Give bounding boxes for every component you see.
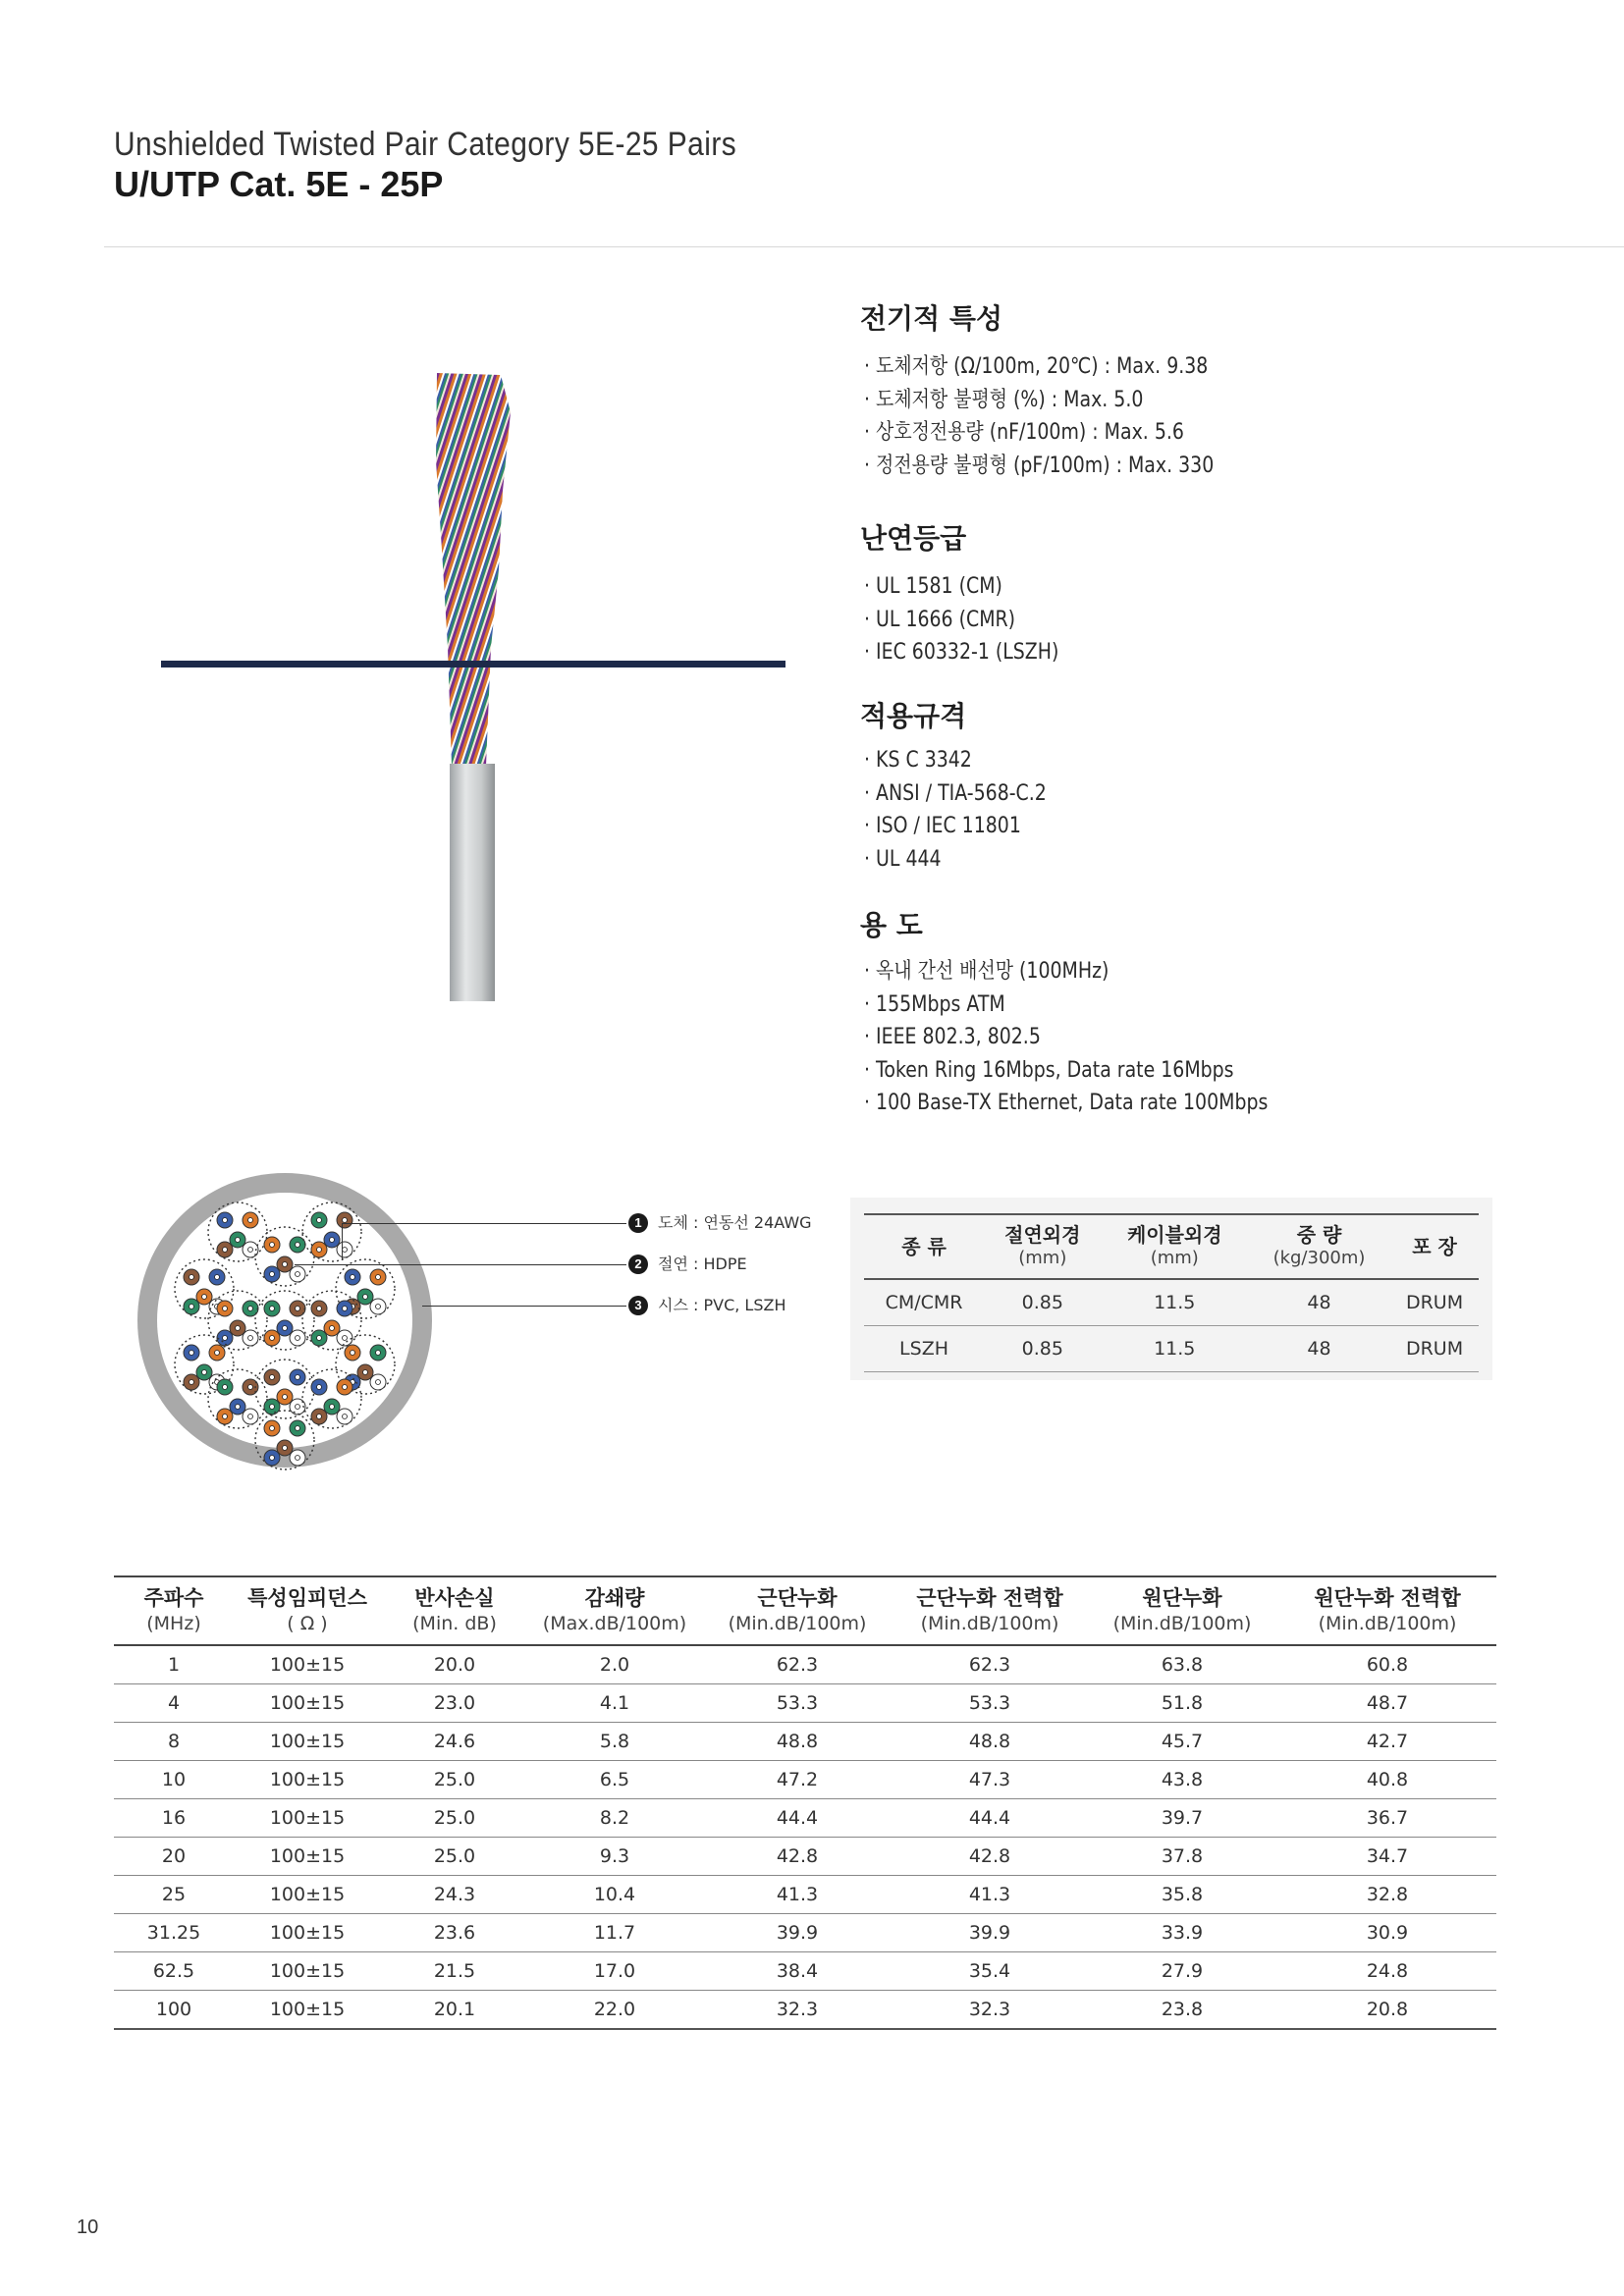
legend-leader-2 — [295, 1264, 626, 1265]
table-cell: 20.8 — [1278, 1991, 1496, 2030]
table-cell: 100±15 — [234, 1838, 381, 1876]
table-row — [864, 1279, 1479, 1326]
copper-conductor — [376, 1351, 381, 1356]
table-cell: 53.3 — [701, 1684, 893, 1723]
perf-header: 원단누화 전력합 (Min.dB/100m) — [1278, 1576, 1496, 1645]
copper-conductor — [270, 1375, 275, 1380]
table-cell: 62.5 — [114, 1952, 234, 1991]
table-cell: 25 — [114, 1876, 234, 1914]
table-row — [864, 1326, 1479, 1372]
copper-conductor — [202, 1295, 207, 1300]
list-item: · 정전용량 불평형 (pF/100m) : Max. 330 — [864, 450, 1214, 483]
table-cell: 48.8 — [701, 1723, 893, 1761]
copper-conductor — [343, 1307, 348, 1311]
copper-conductor — [330, 1238, 335, 1243]
table-cell: 62.3 — [893, 1645, 1086, 1684]
copper-conductor — [283, 1395, 288, 1400]
table-cell: 1 — [114, 1645, 234, 1684]
copper-conductor — [223, 1248, 228, 1253]
table-cell: 24.6 — [381, 1723, 528, 1761]
table-cell: 43.8 — [1086, 1761, 1278, 1799]
table-cell: 0.85 — [984, 1326, 1102, 1372]
copper-conductor — [283, 1326, 288, 1331]
table-row — [114, 1838, 1496, 1876]
spec-table-panel — [850, 1198, 1492, 1380]
table-cell: 48.7 — [1278, 1684, 1496, 1723]
legend-text: 시스 : PVC, LSZH — [658, 1296, 786, 1314]
copper-conductor — [223, 1336, 228, 1341]
perf-header: 주파수 (MHz) — [114, 1576, 234, 1645]
table-cell: 42.8 — [701, 1838, 893, 1876]
table-cell: 36.7 — [1278, 1799, 1496, 1838]
table-cell: 23.6 — [381, 1914, 528, 1952]
legend-number: 2 — [628, 1255, 648, 1274]
copper-conductor — [330, 1405, 335, 1410]
usage-list — [864, 955, 1333, 1120]
table-cell: 32.3 — [701, 1991, 893, 2030]
table-cell: 5.8 — [528, 1723, 701, 1761]
legend-conductor — [628, 1213, 864, 1243]
flame-title: 난연등급 — [860, 522, 967, 555]
copper-conductor — [296, 1243, 300, 1248]
copper-conductor — [363, 1295, 368, 1300]
table-cell: 27.9 — [1086, 1952, 1278, 1991]
table-row — [114, 1723, 1496, 1761]
copper-conductor — [270, 1272, 275, 1277]
table-cell: 20.0 — [381, 1645, 528, 1684]
table-row — [114, 1684, 1496, 1723]
electrical-list — [864, 350, 1271, 482]
standards-list — [864, 744, 1076, 876]
copper-conductor — [215, 1351, 220, 1356]
copper-conductor — [223, 1385, 228, 1390]
table-cell: 47.2 — [701, 1761, 893, 1799]
legend-leader-3 — [422, 1306, 626, 1307]
copper-conductor — [376, 1305, 381, 1309]
list-item: · 상호정전용량 (nF/100m) : Max. 5.6 — [864, 416, 1214, 450]
table-cell: 41.3 — [893, 1876, 1086, 1914]
standards-title: 적용규격 — [860, 700, 967, 732]
copper-conductor — [363, 1370, 368, 1375]
copper-conductor — [343, 1385, 348, 1390]
copper-conductor — [270, 1336, 275, 1341]
table-cell: 48 — [1248, 1279, 1390, 1326]
performance-table — [114, 1575, 1496, 2030]
copper-conductor — [351, 1275, 355, 1280]
page-title: U/UTP Cat. 5E - 25P — [114, 164, 444, 204]
table-cell: 2.0 — [528, 1645, 701, 1684]
table-row — [114, 1991, 1496, 2030]
copper-conductor — [343, 1248, 348, 1253]
list-item: · IEC 60332-1 (LSZH) — [864, 636, 1058, 669]
spec-header: 절연외경 (mm) — [984, 1214, 1102, 1279]
copper-conductor — [317, 1385, 322, 1390]
header-subtitle: Unshielded Twisted Pair Category 5E-25 Pairs — [114, 126, 737, 163]
copper-conductor — [283, 1446, 288, 1451]
copper-conductor — [296, 1336, 300, 1341]
table-cell: 44.4 — [701, 1799, 893, 1838]
copper-conductor — [376, 1275, 381, 1280]
copper-conductor — [236, 1326, 241, 1331]
table-cell: 9.3 — [528, 1838, 701, 1876]
legend-leader-1 — [342, 1223, 626, 1224]
table-row — [114, 1799, 1496, 1838]
table-cell: 100±15 — [234, 1914, 381, 1952]
copper-conductor — [317, 1248, 322, 1253]
usage-title: 용 도 — [860, 909, 923, 941]
table-cell: 25.0 — [381, 1799, 528, 1838]
copper-conductor — [296, 1456, 300, 1461]
table-cell: 11.7 — [528, 1914, 701, 1952]
list-item: · 도체저항 (Ω/100m, 20℃) : Max. 9.38 — [864, 350, 1214, 384]
table-cell: 35.4 — [893, 1952, 1086, 1991]
copper-conductor — [189, 1351, 194, 1356]
table-cell: 6.5 — [528, 1761, 701, 1799]
table-cell: CM/CMR — [864, 1279, 984, 1326]
perf-header: 특성임피던스 ( Ω ) — [234, 1576, 381, 1645]
list-item: · 155Mbps ATM — [864, 988, 1268, 1022]
copper-conductor — [317, 1307, 322, 1311]
table-cell: 8 — [114, 1723, 234, 1761]
table-cell: 42.7 — [1278, 1723, 1496, 1761]
copper-conductor — [270, 1456, 275, 1461]
table-cell: 47.3 — [893, 1761, 1086, 1799]
table-row — [114, 1645, 1496, 1684]
table-cell: 38.4 — [701, 1952, 893, 1991]
spec-header: 중 량 (kg/300m) — [1248, 1214, 1390, 1279]
table-cell: 32.3 — [893, 1991, 1086, 2030]
list-item: · 100 Base-TX Ethernet, Data rate 100Mbps — [864, 1087, 1268, 1120]
copper-conductor — [189, 1305, 194, 1309]
table-cell: 35.8 — [1086, 1876, 1278, 1914]
table-cell: 37.8 — [1086, 1838, 1278, 1876]
copper-conductor — [296, 1272, 300, 1277]
table-cell: 48.8 — [893, 1723, 1086, 1761]
spec-header: 포 장 — [1390, 1214, 1479, 1279]
table-cell: 0.85 — [984, 1279, 1102, 1326]
flame-list — [864, 570, 1091, 669]
table-cell: 100±15 — [234, 1684, 381, 1723]
list-item: · IEEE 802.3, 802.5 — [864, 1021, 1268, 1054]
table-cell: 100±15 — [234, 1799, 381, 1838]
copper-conductor — [248, 1336, 253, 1341]
cable-cross-section — [128, 1163, 442, 1477]
table-cell: 40.8 — [1278, 1761, 1496, 1799]
table-cell: 20.1 — [381, 1991, 528, 2030]
table-cell: 25.0 — [381, 1838, 528, 1876]
copper-conductor — [376, 1380, 381, 1385]
list-item: · ANSI / TIA-568-C.2 — [864, 777, 1047, 811]
table-cell: 51.8 — [1086, 1684, 1278, 1723]
table-cell: 16 — [114, 1799, 234, 1838]
copper-conductor — [223, 1415, 228, 1419]
list-item: · ISO / IEC 11801 — [864, 810, 1047, 843]
copper-conductor — [270, 1405, 275, 1410]
copper-conductor — [343, 1415, 348, 1419]
table-cell: 17.0 — [528, 1952, 701, 1991]
table-cell: 48 — [1248, 1326, 1390, 1372]
table-cell: 21.5 — [381, 1952, 528, 1991]
copper-conductor — [270, 1243, 275, 1248]
table-row — [114, 1761, 1496, 1799]
table-cell: 100 — [114, 1991, 234, 2030]
copper-conductor — [343, 1218, 348, 1223]
table-cell: 44.4 — [893, 1799, 1086, 1838]
list-item: · Token Ring 16Mbps, Data rate 16Mbps — [864, 1054, 1268, 1088]
list-item: · 옥내 간선 배선망 (100MHz) — [864, 955, 1268, 988]
legend-text: 절연 : HDPE — [658, 1255, 747, 1273]
table-cell: 24.8 — [1278, 1952, 1496, 1991]
copper-conductor — [215, 1275, 220, 1280]
header-divider — [104, 246, 1624, 247]
table-cell: 39.9 — [893, 1914, 1086, 1952]
perf-header: 근단누화 (Min.dB/100m) — [701, 1576, 893, 1645]
copper-conductor — [317, 1336, 322, 1341]
electrical-title: 전기적 특성 — [860, 302, 1002, 335]
copper-conductor — [189, 1275, 194, 1280]
copper-conductor — [236, 1405, 241, 1410]
table-cell: 42.8 — [893, 1838, 1086, 1876]
legend-insulation — [628, 1255, 864, 1284]
table-cell: 32.8 — [1278, 1876, 1496, 1914]
copper-conductor — [296, 1426, 300, 1431]
perf-header: 근단누화 전력합 (Min.dB/100m) — [893, 1576, 1086, 1645]
table-cell: 63.8 — [1086, 1645, 1278, 1684]
table-cell: 23.8 — [1086, 1991, 1278, 2030]
table-cell: 33.9 — [1086, 1914, 1278, 1952]
table-cell: 20 — [114, 1838, 234, 1876]
perf-header: 반사손실 (Min. dB) — [381, 1576, 528, 1645]
copper-conductor — [270, 1426, 275, 1431]
table-cell: 11.5 — [1102, 1279, 1248, 1326]
list-item: · UL 1666 (CMR) — [864, 604, 1058, 637]
table-cell: 53.3 — [893, 1684, 1086, 1723]
table-cell: 60.8 — [1278, 1645, 1496, 1684]
table-cell: 45.7 — [1086, 1723, 1278, 1761]
copper-conductor — [223, 1307, 228, 1311]
legend-sheath — [628, 1296, 864, 1325]
table-cell: LSZH — [864, 1326, 984, 1372]
table-cell: 62.3 — [701, 1645, 893, 1684]
legend-leader-1-drop — [342, 1223, 343, 1260]
copper-conductor — [283, 1262, 288, 1267]
spec-table — [864, 1213, 1479, 1372]
table-cell: 22.0 — [528, 1991, 701, 2030]
table-cell: 25.0 — [381, 1761, 528, 1799]
copper-conductor — [317, 1218, 322, 1223]
copper-conductor — [189, 1380, 194, 1385]
table-cell: 100±15 — [234, 1876, 381, 1914]
table-cell: 100±15 — [234, 1645, 381, 1684]
page-number: 10 — [77, 2216, 99, 2238]
table-cell: 100±15 — [234, 1723, 381, 1761]
list-item: · UL 1581 (CM) — [864, 570, 1058, 604]
table-cell: 100±15 — [234, 1952, 381, 1991]
table-cell: 39.9 — [701, 1914, 893, 1952]
table-cell: 34.7 — [1278, 1838, 1496, 1876]
copper-conductor — [296, 1307, 300, 1311]
copper-conductor — [351, 1351, 355, 1356]
table-cell: 30.9 — [1278, 1914, 1496, 1952]
copper-conductor — [317, 1415, 322, 1419]
table-cell: 10 — [114, 1761, 234, 1799]
table-cell: 41.3 — [701, 1876, 893, 1914]
copper-conductor — [343, 1336, 348, 1341]
cable-product-photo — [157, 353, 785, 1001]
table-cell: 10.4 — [528, 1876, 701, 1914]
table-cell: 39.7 — [1086, 1799, 1278, 1838]
copper-conductor — [236, 1238, 241, 1243]
table-cell: 24.3 — [381, 1876, 528, 1914]
table-cell: 100±15 — [234, 1991, 381, 2030]
copper-conductor — [248, 1218, 253, 1223]
legend-number: 1 — [628, 1213, 648, 1233]
table-cell: 23.0 — [381, 1684, 528, 1723]
table-cell: DRUM — [1390, 1326, 1479, 1372]
copper-conductor — [223, 1218, 228, 1223]
copper-conductor — [248, 1307, 253, 1311]
copper-conductor — [202, 1370, 207, 1375]
table-cell: 4.1 — [528, 1684, 701, 1723]
legend-number: 3 — [628, 1296, 648, 1315]
copper-conductor — [270, 1307, 275, 1311]
copper-conductor — [248, 1385, 253, 1390]
table-cell: 8.2 — [528, 1799, 701, 1838]
perf-header: 감쇄량 (Max.dB/100m) — [528, 1576, 701, 1645]
table-row — [114, 1876, 1496, 1914]
spec-header: 종 류 — [864, 1214, 984, 1279]
copper-conductor — [296, 1375, 300, 1380]
table-cell: DRUM — [1390, 1279, 1479, 1326]
copper-conductor — [248, 1415, 253, 1419]
perf-header: 원단누화 (Min.dB/100m) — [1086, 1576, 1278, 1645]
table-cell: 31.25 — [114, 1914, 234, 1952]
legend-text: 도체 : 연동선 24AWG — [658, 1213, 812, 1232]
table-row — [114, 1914, 1496, 1952]
spec-header: 케이블외경 (mm) — [1102, 1214, 1248, 1279]
list-item: · UL 444 — [864, 843, 1047, 877]
list-item: · KS C 3342 — [864, 744, 1047, 777]
list-item: · 도체저항 불평형 (%) : Max. 5.0 — [864, 384, 1214, 417]
copper-conductor — [296, 1405, 300, 1410]
copper-conductor — [248, 1248, 253, 1253]
table-cell: 11.5 — [1102, 1326, 1248, 1372]
copper-conductor — [330, 1326, 335, 1331]
table-cell: 100±15 — [234, 1761, 381, 1799]
table-row — [114, 1952, 1496, 1991]
table-cell: 4 — [114, 1684, 234, 1723]
